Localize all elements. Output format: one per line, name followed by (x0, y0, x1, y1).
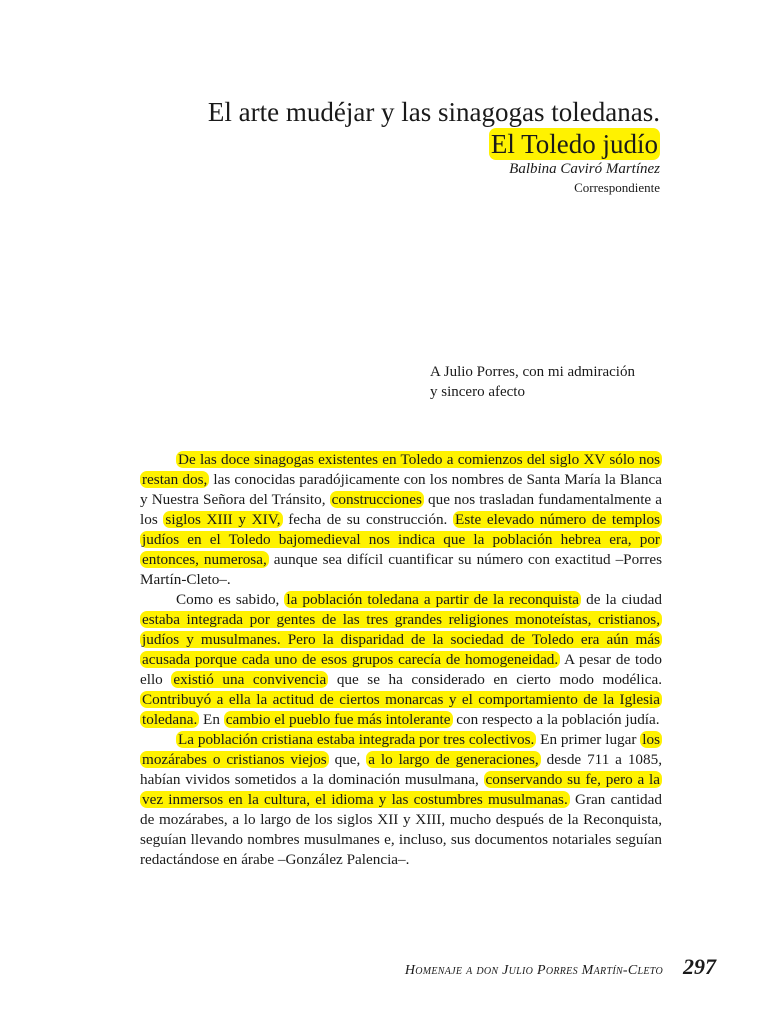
page-footer (405, 954, 716, 980)
highlighted-text: La población cristiana estaba integrada por tres colectivos. (178, 731, 535, 748)
article-body (140, 450, 662, 870)
highlighted-text: De las doce sinagogas existentes en Toledo a comienzos del siglo XV sólo nos restan dos, (142, 451, 660, 488)
highlighted-text: Este elevado número de templos judíos en el Toledo bajomedieval nos indica que la población hebrea era, por entonces, numerosa, (142, 511, 660, 568)
body-text-segment: Como es sabido, (176, 591, 285, 608)
highlighted-text: existió una convivencia (173, 671, 327, 688)
body-text-segment: fecha de su construcción. (282, 511, 454, 528)
body-text-segment: con respecto a la población judía. (452, 711, 660, 728)
highlighted-text: la población toledana a partir de la reconquista (286, 591, 580, 608)
article-header (208, 96, 660, 196)
dedication-line-1: A Julio Porres, con mi admiración (430, 364, 635, 380)
author-role: Correspondiente (574, 180, 660, 195)
highlighted-text: construcciones (331, 491, 422, 508)
body-text-segment: Gran cantidad de mozárabes, a lo largo de los siglos XII y XIII, mucho después de la Reconquista, seguían llevando nombres musulmanes e, incluso, sus documentos notariales seguían redactándose en árabe –González Palencia–. (140, 791, 662, 868)
highlighted-text: siglos XIII y XIV, (165, 511, 281, 528)
highlighted-text: los mozárabes o cristianos viejos (142, 731, 661, 768)
body-text-segment: desde 711 a 1085, habían vividos sometidos a la dominación musulmana, (140, 751, 662, 788)
body-text-segment: En (199, 711, 224, 728)
body-text-segment: de la ciudad (581, 591, 662, 608)
paragraph-3 (140, 730, 662, 870)
highlighted-text: cambio el pueblo fue más intolerante (225, 711, 451, 728)
dedication-line-2: y sincero afecto (430, 384, 525, 400)
body-text-segment: que nos trasladan fundamentalmente a los (140, 491, 662, 528)
body-text-segment: que, (328, 751, 367, 768)
running-title: Homenaje a don Julio Porres Martín-Cleto (404, 963, 663, 978)
body-text-segment: A pesar de todo ello (140, 651, 662, 688)
author-name: Balbina Caviró Martínez (509, 161, 660, 177)
body-text-segment: aunque sea difícil cuantificar su número con exactitud –Porres Martín-Cleto–. (140, 551, 662, 588)
body-text-segment: En primer lugar (536, 731, 641, 748)
dedication (430, 362, 670, 402)
title-line-2: El Toledo judío (490, 129, 658, 159)
body-text-segment: las conocidas paradójicamente con los nombres de Santa María la Blanca y Nuestra Señora del Tránsito, (140, 471, 662, 508)
paragraph-1 (140, 450, 662, 590)
body-text-segment: que se ha considerado en cierto modo modélica. (328, 671, 662, 688)
highlighted-text: estaba integrada por gentes de las tres grandes religiones monoteístas, cristianos, judíos y musulmanes. Pero la disparidad de la sociedad de Toledo era aún más acusada porque cada uno de esos grupos carecía de homogeneidad. (142, 611, 660, 668)
page-number: 297 (683, 954, 716, 979)
highlighted-text: conservando su fe, pero a la vez inmersos en la cultura, el idioma y las costumbres musulmanas. (142, 771, 660, 808)
article-title (208, 96, 660, 160)
title-line-1: El arte mudéjar y las sinagogas toledanas. (207, 97, 660, 127)
highlighted-text: Contribuyó a ella la actitud de ciertos monarcas y el comportamiento de la Iglesia toledana. (142, 691, 660, 728)
highlighted-text: a lo largo de generaciones, (368, 751, 539, 768)
paragraph-2 (140, 590, 662, 730)
